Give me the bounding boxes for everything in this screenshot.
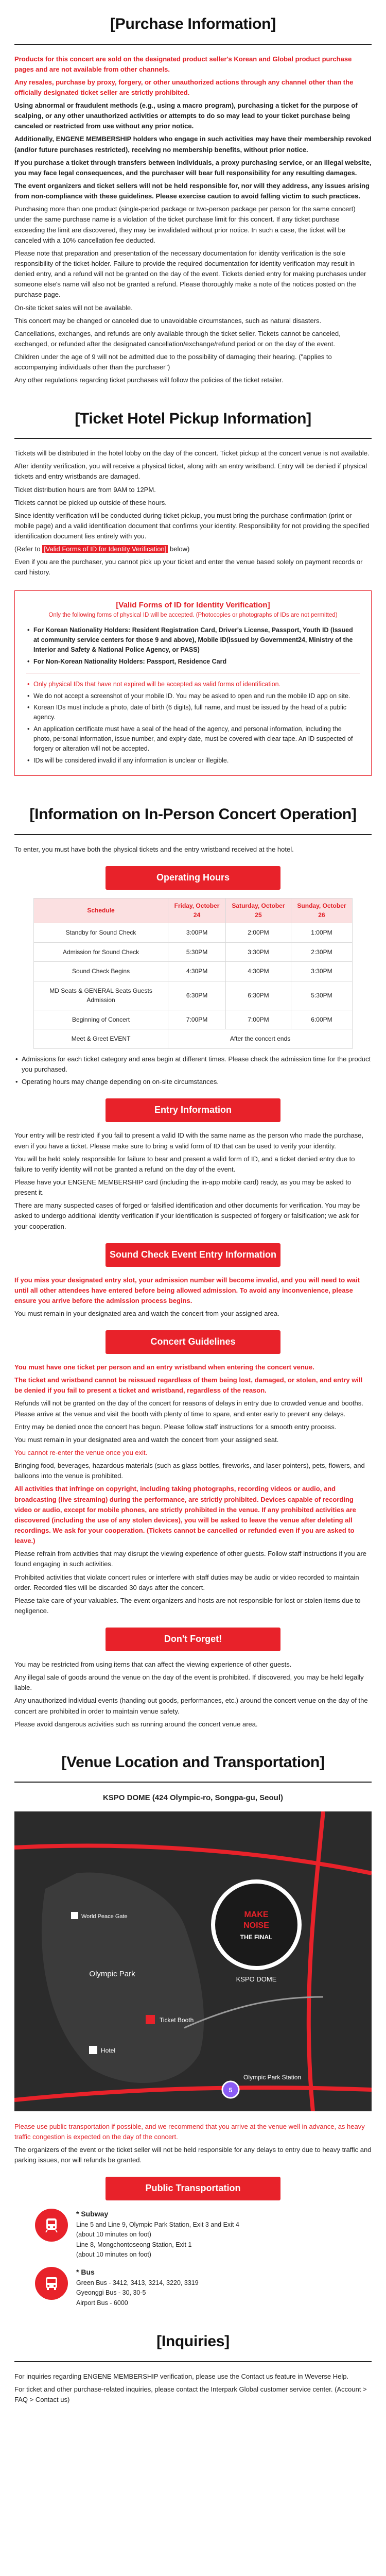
entry-p4: There are many suspected cases of forged or falsified identification and other documents for verification. You may be asked to undergo additional identity verification if your identification is suspected of forgery or falsification; we ask for your cooperation. [14, 1201, 360, 1230]
pickup-p7: Even if you are the purchaser, you cannot pick up your ticket and enter the venue based solely on payment records or card history. [14, 558, 363, 577]
venue-title: [Venue Location and Transportation] [14, 1732, 372, 1783]
entry-p2: You will be held solely responsible for failure to bear and present a valid form of ID, and a ticket denied entry due to failure to verify identity will not be granted a refund on the day of the event. [14, 1155, 355, 1173]
list-item: • We do not accept a screenshot of your mobile ID. You may be asked to open and run the mobile ID app on site. [26, 691, 360, 701]
subway-line: Line 8, Mongchontoseong Station, Exit 1 [76, 2241, 192, 2248]
gate-icon [71, 1912, 78, 1919]
pickup-p4: Tickets cannot be picked up outside of these hours. [14, 498, 167, 506]
inperson-p1: To enter, you must have both the physical tickets and the entry wristband received at the hotel. [14, 845, 294, 853]
table-cell: 3:30PM [225, 942, 291, 962]
list-item: • An application certificate must have a seal of the head of the agency, and personal information, including the photo, personal information, issue number, and expiry date, must be covered with clear tape. An ID suspected of forgery or alteration will not be accepted. [26, 724, 360, 754]
table-cell: 6:30PM [168, 981, 226, 1010]
hotel-label: Hotel [101, 2046, 116, 2054]
table-row [34, 1010, 353, 1029]
bus-info [35, 2267, 372, 2308]
purchase-p9: On-site ticket sales will not be available. [14, 303, 133, 312]
list-item: • Admissions for each ticket category and area begin at different times. Please check the admission time for the product you purchased. [14, 1054, 372, 1075]
guideline-p2: The ticket and wristband cannot be reissued regardless of them being lost, damaged, or stolen, and entry will be denied if you fail to present a ticket and wristband, regardless of the reason. [14, 1376, 363, 1395]
operating-hours-pill: Operating Hours [106, 866, 280, 890]
purchase-p5: If you purchase a ticket through transfers between individuals, a proxy purchasing service, or an illegal website, you may face legal consequences, and the purchaser will bear full responsibility for any resulting damages. [14, 158, 372, 177]
table-cell: MD Seats & GENERAL Seats Guests Admission [34, 981, 168, 1010]
station-label: Olympic Park Station [243, 2073, 302, 2081]
list-item: • Only physical IDs that have not expired will be accepted as valid forms of identification. [26, 680, 360, 689]
purchase-p1: Products for this concert are sold on the designated product seller's Korean and Global product purchase pages and are not available from other channels. [14, 55, 352, 73]
bus-line: Airport Bus - 6000 [76, 2299, 128, 2307]
ticket-booth-label: Ticket Booth [160, 2016, 194, 2024]
guidelines-pill: Concert Guidelines [106, 1330, 280, 1354]
subway-line: (about 10 minutes on foot) [76, 2250, 151, 2258]
table-row [34, 1029, 353, 1049]
venue-p2: The organizers of the event or the ticket seller will not be held responsible for any delays to entry due to heavy traffic and parking issues, nor will refunds be granted. [14, 2145, 372, 2164]
list-item: • For Non-Korean Nationality Holders: Passport, Residence Card [26, 657, 360, 667]
purchase-p13: Any other regulations regarding ticket purchases will follow the policies of the ticket retailer. [14, 376, 284, 384]
subway-line: Line 5 and Line 9, Olympic Park Station, Exit 3 and Exit 4 [76, 2221, 239, 2228]
bus-icon [35, 2267, 68, 2300]
guideline-p10: Prohibited activities that violate concert rules or interfere with staff duties may be audio or video recorded to maintain order. Recorded files will be discarded 30 days after the concert. [14, 1573, 359, 1591]
operating-hours-table [33, 898, 353, 1049]
dont-forget-pill: Don't Forget! [106, 1628, 280, 1651]
guideline-p9: Please refrain from activities that may disrupt the viewing experience of other guests. Follow staff instructions if you are found engaging in such activities. [14, 1550, 367, 1568]
venue-p1: Please use public transportation if possible, and we recommend that you arrive at the venue well in advance, as heavy traffic congestion is expected on the day of the concert. [14, 2122, 365, 2141]
valid-id-heading: [Valid Forms of ID for Identity Verification] [116, 600, 270, 609]
park-label: Olympic Park [89, 1969, 135, 1978]
pickup-p2: After identity verification, you will receive a physical ticket, along with an entry wristband. Entry will be denied if physical tickets and entry wristbands are damaged. [14, 462, 367, 481]
table-cell: 7:00PM [168, 1010, 226, 1029]
subway-text [76, 2209, 239, 2260]
ticket-booth-icon [146, 2015, 155, 2024]
table-cell: 4:30PM [225, 962, 291, 981]
bus-line: Gyeonggi Bus - 30, 30-5 [76, 2289, 146, 2297]
subway-icon [35, 2209, 68, 2242]
valid-id-list [26, 625, 360, 667]
inperson-title: [Information on In-Person Concert Operation] [14, 784, 372, 835]
entry-p3: Please have your ENGENE MEMBERSHIP card (including the in-app mobile card) ready, as you may be asked to present it. [14, 1178, 352, 1197]
valid-id-box [14, 590, 372, 776]
purchase-p6: The event organizers and ticket sellers will not be held responsible for, nor will they address, any issues arising from non-compliance with these guidelines. Please exercise caution to avoid falling victim to such practices. [14, 182, 370, 200]
purchase-p8: Please note that preparation and presentation of the necessary documentation for identity verification is the sole responsibility of the ticket-holder. Failure to provide the required documentation for identity verification may result in denied entry, and a refund will not be granted on the day of the event. Tickets denied entry for making purchases under someone else's name will also not be granted a refund. Please thoroughly make a note of the notices posted on the purchase page. [14, 249, 366, 299]
venue-name: KSPO DOME (424 Olympic-ro, Songpa-gu, Seoul) [102, 1793, 284, 1803]
table-cell: 5:30PM [291, 981, 352, 1010]
purchase-p2: Any resales, purchase by proxy, forgery, or other unauthorized actions through any channel other than the officially designated ticket seller are strictly prohibited. [14, 78, 354, 96]
table-cell: Admission for Sound Check [34, 942, 168, 962]
purchase-title: [Purchase Information] [14, 0, 372, 45]
inquiries-title: [Inquiries] [14, 2311, 372, 2362]
table-header: Sunday, October 26 [291, 898, 352, 923]
svg-text:5: 5 [229, 2086, 233, 2094]
table-cell: Meet & Greet EVENT [34, 1029, 168, 1049]
guideline-p7: Bringing food, beverages, hazardous materials (such as glass bottles, fireworks, and laser pointers), pets, flowers, and balloons into the venue is prohibited. [14, 1462, 365, 1480]
entry-p1: Your entry will be restricted if you fail to present a valid ID with the same name as the person who made the purchase, even if you have a ticket. Please make sure to bring a valid form of ID that can be used to verify your identity. [14, 1131, 364, 1150]
subway-info [35, 2209, 372, 2260]
hotel-icon [89, 2046, 97, 2054]
svg-text:NOISE: NOISE [243, 1921, 269, 1930]
inquiries-p1: For inquiries regarding ENGENE MEMBERSHIP verification, please use the Contact us feature in Weverse Help. [14, 2372, 349, 2380]
table-cell: 5:30PM [168, 942, 226, 962]
table-cell: 2:00PM [225, 923, 291, 942]
dome-label: KSPO DOME [236, 1975, 277, 1983]
pickup-p1: Tickets will be distributed in the hotel lobby on the day of the concert. Ticket pickup at the concert venue is not available. [14, 449, 370, 457]
entry-info-pill: Entry Information [106, 1098, 280, 1122]
table-row [34, 942, 353, 962]
table-cell: 3:00PM [168, 923, 226, 942]
purchase-p10: This concert may be changed or canceled due to unavoidable circumstances, such as natural disasters. [14, 316, 322, 325]
bus-title: * Bus [76, 2268, 95, 2277]
pickup-p6: (Refer to [Valid Forms of ID for Identity Verification] below) [14, 545, 190, 553]
table-cell: Standby for Sound Check [34, 923, 168, 942]
bus-text [76, 2267, 199, 2308]
gate-label: World Peace Gate [81, 1913, 128, 1920]
table-header: Friday, October 24 [168, 898, 226, 923]
pickup-p3: Ticket distribution hours are from 9AM to 12PM. [14, 485, 156, 494]
forget-p1: You may be restricted from using items that can affect the viewing experience of other guests. [14, 1660, 292, 1668]
guideline-p8: All activities that infringe on copyright, including taking photographs, recording videos or audio, and broadcasting (live streaming) during the performance, are strictly prohibited. Devices capable of recording video or audio, except for mobile phones, are strictly prohibited in the venue. If any prohibited activities are discovered (including the use of any stolen devices), you will be asked to leave the venue after deleting all recordings. We ask for your cooperation. (Tickets cannot be cancelled or refunded even if you are asked to leave.) [14, 1485, 356, 1545]
list-item: • Operating hours may change depending on on-site circumstances. [14, 1077, 372, 1087]
table-cell: 7:00PM [225, 1010, 291, 1029]
pickup-p5: Since identity verification will be conducted during ticket pickup, you must bring the purchase confirmation (print or mobile page) and a valid identification document that confirms your identity. Responsibility for not providing the specified identification document lies entirely with you. [14, 511, 370, 540]
table-row [34, 923, 353, 942]
purchase-p3: Using abnormal or fraudulent methods (e.g., using a macro program), purchasing a ticket for the purpose of scalping, or any other unauthorized activities or attempts to do so may lead to your ticket purchase being canceled or restricted from use without any prior notice. [14, 101, 358, 130]
valid-id-subheading: Only the following forms of physical ID will be accepted. (Photocopies or photographs of IDs are not permitted) [48, 612, 338, 618]
venue-map [14, 1811, 372, 2111]
purchase-p12: Children under the age of 9 will not be admitted due to the possibility of damaging their hearing. ("applies to accompanying individuals other than the purchaser") [14, 353, 332, 371]
guideline-p4: Entry may be denied once the concert has begun. Please follow staff instructions for a smooth entry process. [14, 1422, 337, 1431]
guideline-p5: You must remain in your designated area and watch the concert from your assigned seat. [14, 1435, 279, 1444]
guideline-p1: You must have one ticket per person and an entry wristband when entering the concert venue. [14, 1363, 314, 1371]
table-header: Schedule [34, 898, 168, 923]
guideline-p6: You cannot re-enter the venue once you exit. [14, 1448, 148, 1456]
table-cell: Sound Check Begins [34, 962, 168, 981]
guideline-p11: Please take care of your valuables. The event organizers and hosts are not responsible for lost or stolen items due to negligence. [14, 1596, 361, 1615]
guideline-p3: Refunds will not be granted on the day of the concert for reasons of delays in entry due to crowded venue and booths. Please arrive at the venue and visit the booth with plenty of time to spare, and enter early to prevent any delays. [14, 1399, 363, 1418]
table-cell: Beginning of Concert [34, 1010, 168, 1029]
pickup-title: [Ticket Hotel Pickup Information] [14, 388, 372, 439]
table-cell: 6:30PM [225, 981, 291, 1010]
soundcheck-pill: Sound Check Event Entry Information [106, 1243, 280, 1267]
subway-line: (about 10 minutes on foot) [76, 2231, 151, 2239]
table-cell: 4:30PM [168, 962, 226, 981]
inquiries-p2: For ticket and other purchase-related inquiries, please contact the Interpark Global customer service center. (Account > FAQ > Contact us) [14, 2385, 367, 2403]
purchase-p11: Cancellations, exchanges, and refunds are only available through the ticket seller. Tickets cannot be canceled, exchanged, or refunded after the designated cancellation/exchange/refund period or on the day of the event. [14, 329, 341, 348]
table-cell: 1:00PM [291, 923, 352, 942]
table-cell: After the concert ends [168, 1029, 353, 1049]
table-header: Saturday, October 25 [225, 898, 291, 923]
soundcheck-p2: You must remain in your designated area and watch the concert from your assigned area. [14, 1309, 279, 1317]
list-item: • Korean IDs must include a photo, date of birth (6 digits), full name, and must be issued by the head of a public agency. [26, 703, 360, 723]
table-row [34, 962, 353, 981]
forget-p3: Any unauthorized individual events (handing out goods, performances, etc.) around the concert venue on the day of the concert are prohibited in order to maintain venue safety. [14, 1697, 368, 1715]
forget-p4: Please avoid dangerous activities such as running around the concert venue area. [14, 1720, 258, 1728]
list-item: • For Korean Nationality Holders: Resident Registration Card, Driver's License, Passport, Youth ID (Issued at community service centers for those 9 and above), Mobile ID(Issued by Government24, Ministry of the Interior and Safety & National Police Agency, or PASS) [26, 625, 360, 655]
list-item: • IDs will be considered invalid if any information is unclear or illegible. [26, 756, 360, 766]
hours-notes [14, 1054, 372, 1087]
table-row [34, 981, 353, 1010]
table-cell: 6:00PM [291, 1010, 352, 1029]
transport-pill: Public Transportation [106, 2177, 280, 2200]
table-cell: 3:30PM [291, 962, 352, 981]
table-header-row [34, 898, 353, 923]
subway-title: * Subway [76, 2210, 109, 2218]
bus-line: Green Bus - 3412, 3413, 3214, 3220, 3319 [76, 2279, 199, 2287]
table-cell: 2:30PM [291, 942, 352, 962]
svg-text:MAKE: MAKE [244, 1910, 269, 1919]
forget-p2: Any illegal sale of goods around the venue on the day of the event is prohibited. If discovered, you may be held legally liable. [14, 1673, 364, 1692]
valid-id-notes [26, 680, 360, 766]
svg-text:THE FINAL: THE FINAL [240, 1933, 273, 1941]
purchase-p7: Purchasing more than one product (single-period package or two-person package per person for the same concert) under the same purchase name is a violation of the ticket purchase limit for this concert. If any ticket purchase exceeding the limit are discovered, they may be invalidated without prior notice. In such a case, the ticket will be canceled with a 10% cancellation fee deducted. [14, 205, 356, 244]
soundcheck-p1: If you miss your designated entry slot, your admission number will become invalid, and you will need to wait until all other attendees have entered before being allowed admission. To avoid any inconvenience, please ensure you arrive before the admission process begins. [14, 1276, 360, 1304]
id-reference-mark: [Valid Forms of ID for Identity Verification] [42, 545, 168, 553]
purchase-p4: Additionally, ENGENE MEMBERSHIP holders who engage in such activities may have their membership revoked (and/or future purchases restricted), receiving no membership benefits, without prior notice. [14, 135, 372, 154]
